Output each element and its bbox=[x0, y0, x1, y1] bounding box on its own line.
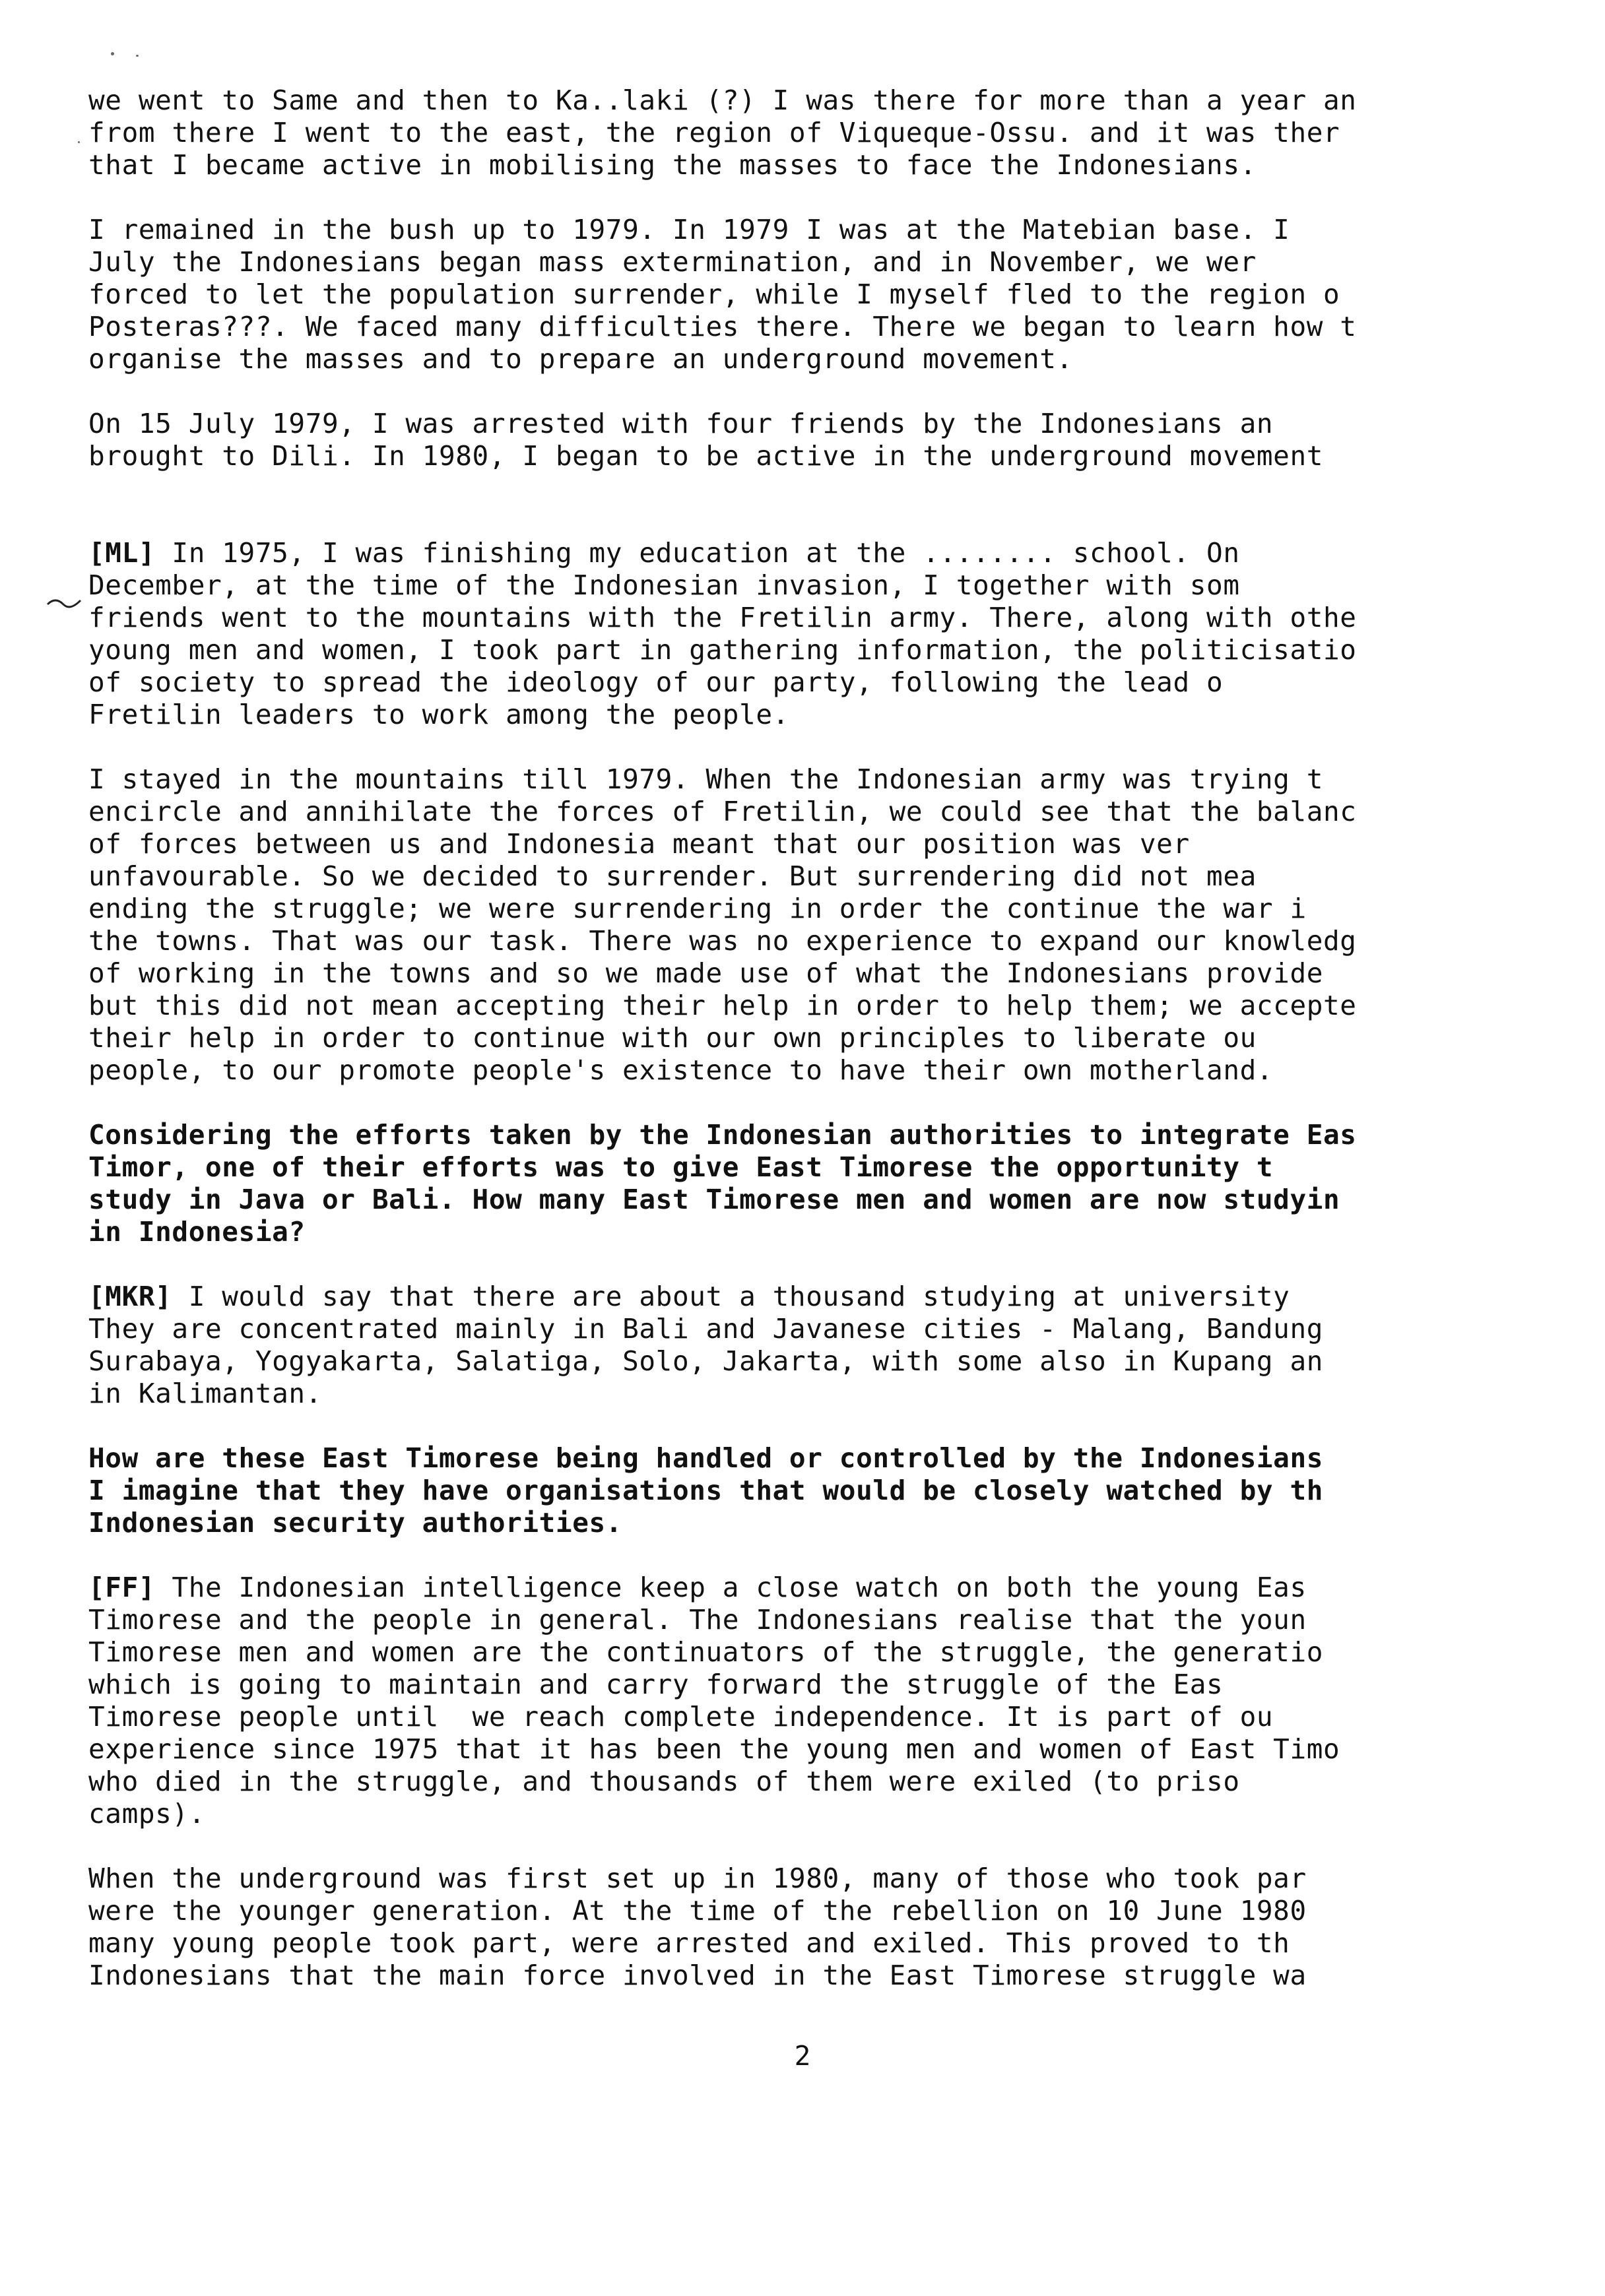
text-line: were the younger generation. At the time of the rebellion on 10 June 1980 bbox=[88, 1895, 1307, 1927]
text-run: In 1975, I was finishing my education at the ........ school. On bbox=[155, 537, 1240, 569]
text-line: but this did not mean accepting their help in order to help them; we accepte bbox=[88, 990, 1357, 1021]
speaker-tag: [ML] bbox=[88, 537, 156, 569]
paragraph bbox=[88, 537, 1534, 731]
text-line: young men and women, I took part in gathering information, the politicisatio bbox=[88, 634, 1357, 666]
text-line: from there I went to the east, the region of Viqueque-Ossu. and it was ther bbox=[88, 117, 1340, 148]
text-line: Timorese and the people in general. The Indonesians realise that the youn bbox=[88, 1604, 1307, 1636]
text-line: in Indonesia? bbox=[88, 1216, 306, 1248]
text-line: Indonesians that the main force involved in the East Timorese struggle wa bbox=[88, 1960, 1307, 1991]
text-line: How are these East Timorese being handled or controlled by the Indonesians bbox=[88, 1442, 1324, 1474]
text-line: ending the struggle; we were surrendering in order the continue the war i bbox=[88, 893, 1307, 924]
text-run: The Indonesian intelligence keep a close watch on both the young Eas bbox=[155, 1572, 1307, 1603]
text-line: of society to spread the ideology of our party, following the lead o bbox=[88, 666, 1224, 698]
text-line: we went to Same and then to Ka..laki (?) I was there for more than a year an bbox=[88, 84, 1357, 116]
speaker-tag: [MKR] bbox=[88, 1281, 172, 1312]
text-line: Surabaya, Yogyakarta, Salatiga, Solo, Jakarta, with some also in Kupang an bbox=[88, 1345, 1324, 1377]
interview-question bbox=[88, 1442, 1534, 1539]
text-line: the towns. That was our task. There was no experience to expand our knowledg bbox=[88, 925, 1357, 957]
text-line: Posteras???. We faced many difficulties there. There we began to learn how t bbox=[88, 311, 1357, 342]
scan-mark bbox=[46, 595, 83, 618]
text-line bbox=[88, 1281, 1534, 1313]
text-line: Fretilin leaders to work among the people. bbox=[88, 699, 789, 730]
speaker-tag: [FF] bbox=[88, 1572, 156, 1603]
text-line: Timorese people until we reach complete independence. It is part of ou bbox=[88, 1701, 1274, 1733]
text-line: Indonesian security authorities. bbox=[88, 1507, 623, 1539]
paragraph bbox=[88, 763, 1534, 1087]
text-line bbox=[88, 1572, 1534, 1604]
text-line: unfavourable. So we decided to surrender. But surrendering did not mea bbox=[88, 860, 1257, 892]
text-line: December, at the time of the Indonesian invasion, I together with som bbox=[88, 569, 1240, 601]
text-line bbox=[88, 537, 1534, 569]
text-line: study in Java or Bali. How many East Timorese men and women are now studyin bbox=[88, 1184, 1340, 1215]
text-line: which is going to maintain and carry forward the struggle of the Eas bbox=[88, 1669, 1224, 1700]
text-line: their help in order to continue with our own principles to liberate ou bbox=[88, 1022, 1257, 1054]
page-number: 2 bbox=[794, 2040, 811, 2072]
text-line: friends went to the mountains with the Fretilin army. There, along with othe bbox=[88, 602, 1357, 633]
text-line: encircle and annihilate the forces of Fretilin, we could see that the balanc bbox=[88, 796, 1357, 827]
text-line: who died in the struggle, and thousands of them were exiled (to priso bbox=[88, 1766, 1240, 1797]
scan-speck bbox=[78, 141, 80, 143]
paragraph bbox=[88, 1281, 1534, 1410]
text-line: When the underground was first set up in 1980, many of those who took par bbox=[88, 1863, 1307, 1894]
paragraph bbox=[88, 214, 1534, 375]
text-line: I remained in the bush up to 1979. In 1979 I was at the Matebian base. I bbox=[88, 214, 1290, 245]
text-line: that I became active in mobilising the masses to face the Indonesians. bbox=[88, 149, 1257, 181]
text-line: camps). bbox=[88, 1798, 205, 1830]
scan-speck bbox=[136, 55, 139, 57]
text-line: Considering the efforts taken by the Indonesian authorities to integrate Eas bbox=[88, 1119, 1357, 1151]
paragraph bbox=[88, 1572, 1534, 1830]
scan-speck bbox=[111, 52, 114, 55]
text-run: I would say that there are about a thousand studying at university bbox=[172, 1281, 1290, 1312]
paragraph bbox=[88, 84, 1534, 181]
text-line: experience since 1975 that it has been the young men and women of East Timo bbox=[88, 1733, 1340, 1765]
text-line: brought to Dili. In 1980, I began to be active in the underground movement bbox=[88, 440, 1324, 472]
text-line: of forces between us and Indonesia meant that our position was ver bbox=[88, 828, 1190, 860]
text-line: many young people took part, were arrested and exiled. This proved to th bbox=[88, 1927, 1290, 1959]
text-line: July the Indonesians began mass extermination, and in November, we wer bbox=[88, 246, 1257, 278]
text-line: forced to let the population surrender, while I myself fled to the region o bbox=[88, 278, 1340, 310]
text-line: organise the masses and to prepare an underground movement. bbox=[88, 343, 1073, 375]
text-line: Timorese men and women are the continuators of the struggle, the generatio bbox=[88, 1636, 1324, 1668]
text-line: people, to our promote people's existence to have their own motherland. bbox=[88, 1054, 1274, 1086]
text-line: I stayed in the mountains till 1979. When the Indonesian army was trying t bbox=[88, 763, 1324, 795]
paragraph bbox=[88, 408, 1534, 472]
text-line: of working in the towns and so we made use of what the Indonesians provide bbox=[88, 957, 1324, 989]
interview-question bbox=[88, 1119, 1534, 1248]
text-line: They are concentrated mainly in Bali and Javanese cities - Malang, Bandung bbox=[88, 1313, 1324, 1345]
text-line: Timor, one of their efforts was to give East Timorese the opportunity t bbox=[88, 1151, 1274, 1183]
document-body bbox=[88, 84, 1534, 2024]
paragraph bbox=[88, 1863, 1534, 1992]
text-line: in Kalimantan. bbox=[88, 1378, 322, 1409]
text-line: On 15 July 1979, I was arrested with four friends by the Indonesians an bbox=[88, 408, 1274, 439]
text-line: I imagine that they have organisations that would be closely watched by th bbox=[88, 1475, 1324, 1506]
